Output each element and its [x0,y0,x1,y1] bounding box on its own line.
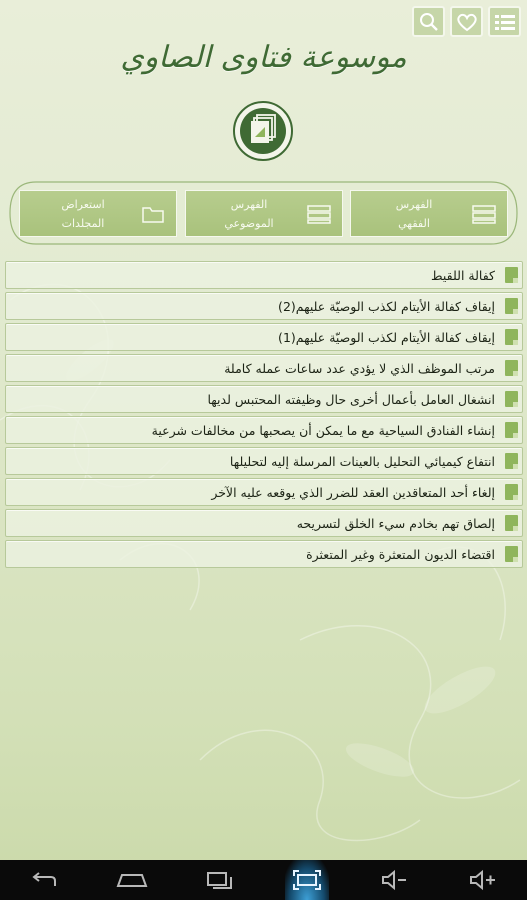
bullet-icon [505,391,518,407]
list-item-title: انشغال العامل بأعمال أخرى حال وظيفته المحتبس لديها [207,391,495,407]
bullet-icon [505,360,518,376]
fullscreen-button[interactable] [285,860,329,900]
search-button[interactable] [412,6,445,37]
bullet-icon [505,453,518,469]
app-title-area [0,40,527,75]
list-item[interactable] [5,323,523,351]
bullet-icon [505,422,518,438]
fullscreen-icon [292,869,322,891]
tab-label-line2: المجلدات [61,216,105,230]
list-item-title: اقتضاء الديون المتعثرة وغير المتعثرة [306,546,495,562]
tab-label-line1: الفهرس [395,197,433,211]
back-icon [29,871,59,889]
book-emblem-icon [232,100,294,162]
volume-down-button[interactable] [373,860,417,900]
bullet-icon [505,329,518,345]
tab-label-line2: الفقهي [398,216,430,230]
fatwa-list [5,261,523,571]
list-item-title: إنشاء الفنادق السياحية مع ما يمكن أن يصحبها من مخالفات شرعية [151,422,495,438]
volume-up-button[interactable] [461,860,505,900]
tab-label-line1: استعراض [61,197,105,211]
list-item-title: إلغاء أحد المتعاقدين العقد للضرر الذي يوقعه عليه الآخر [211,484,495,500]
list-item[interactable] [5,540,523,568]
list-icon [306,203,332,225]
recent-apps-button[interactable] [198,860,242,900]
favorites-button[interactable] [450,6,483,37]
bullet-icon [505,515,518,531]
list-item[interactable] [5,509,523,537]
list-item[interactable] [5,292,523,320]
list-item-title: مرتب الموظف الذي لا يؤدي عدد ساعات عمله كاملة [224,360,495,376]
bullet-icon [505,546,518,562]
folder-icon [140,203,166,225]
recent-apps-icon [205,870,235,890]
volume-down-icon [380,869,410,891]
home-button[interactable] [110,860,154,900]
tab-topical-index[interactable] [185,190,343,237]
list-item-title: إلصاق تهم بخادم سيء الخلق لتسريحه [296,515,495,531]
bullet-icon [505,298,518,314]
list-icon [471,203,497,225]
back-button[interactable] [22,860,66,900]
heart-icon [456,12,478,32]
tab-label-line1: الفهرس [230,197,268,211]
index-tabs [19,190,508,237]
list-item-title: انتفاع كيميائي التحليل بالعينات المرسلة إليه لتحليلها [229,453,495,469]
tab-browse-volumes[interactable] [19,190,177,237]
menu-icon [494,13,516,31]
system-navigation-bar [0,860,527,900]
list-item[interactable] [5,447,523,475]
search-icon [419,12,439,32]
tab-fiqh-index[interactable] [350,190,508,237]
app-title: موسوعة فتاوى الصاوي [120,40,407,75]
list-item-title: إيقاف كفالة الأيتام لكذب الوصيّة عليهم(2) [278,298,495,314]
tab-label-line2: الموضوعي [224,216,274,230]
list-item[interactable] [5,354,523,382]
top-toolbar [412,6,521,37]
menu-button[interactable] [488,6,521,37]
list-item[interactable] [5,261,523,289]
list-item[interactable] [5,385,523,413]
bullet-icon [505,267,518,283]
list-item-title: كفالة اللقيط [431,267,495,283]
volume-up-icon [468,869,498,891]
list-item[interactable] [5,416,523,444]
bullet-icon [505,484,518,500]
list-item[interactable] [5,478,523,506]
list-item-title: إيقاف كفالة الأيتام لكذب الوصيّة عليهم(1) [278,329,495,345]
home-icon [115,872,149,888]
